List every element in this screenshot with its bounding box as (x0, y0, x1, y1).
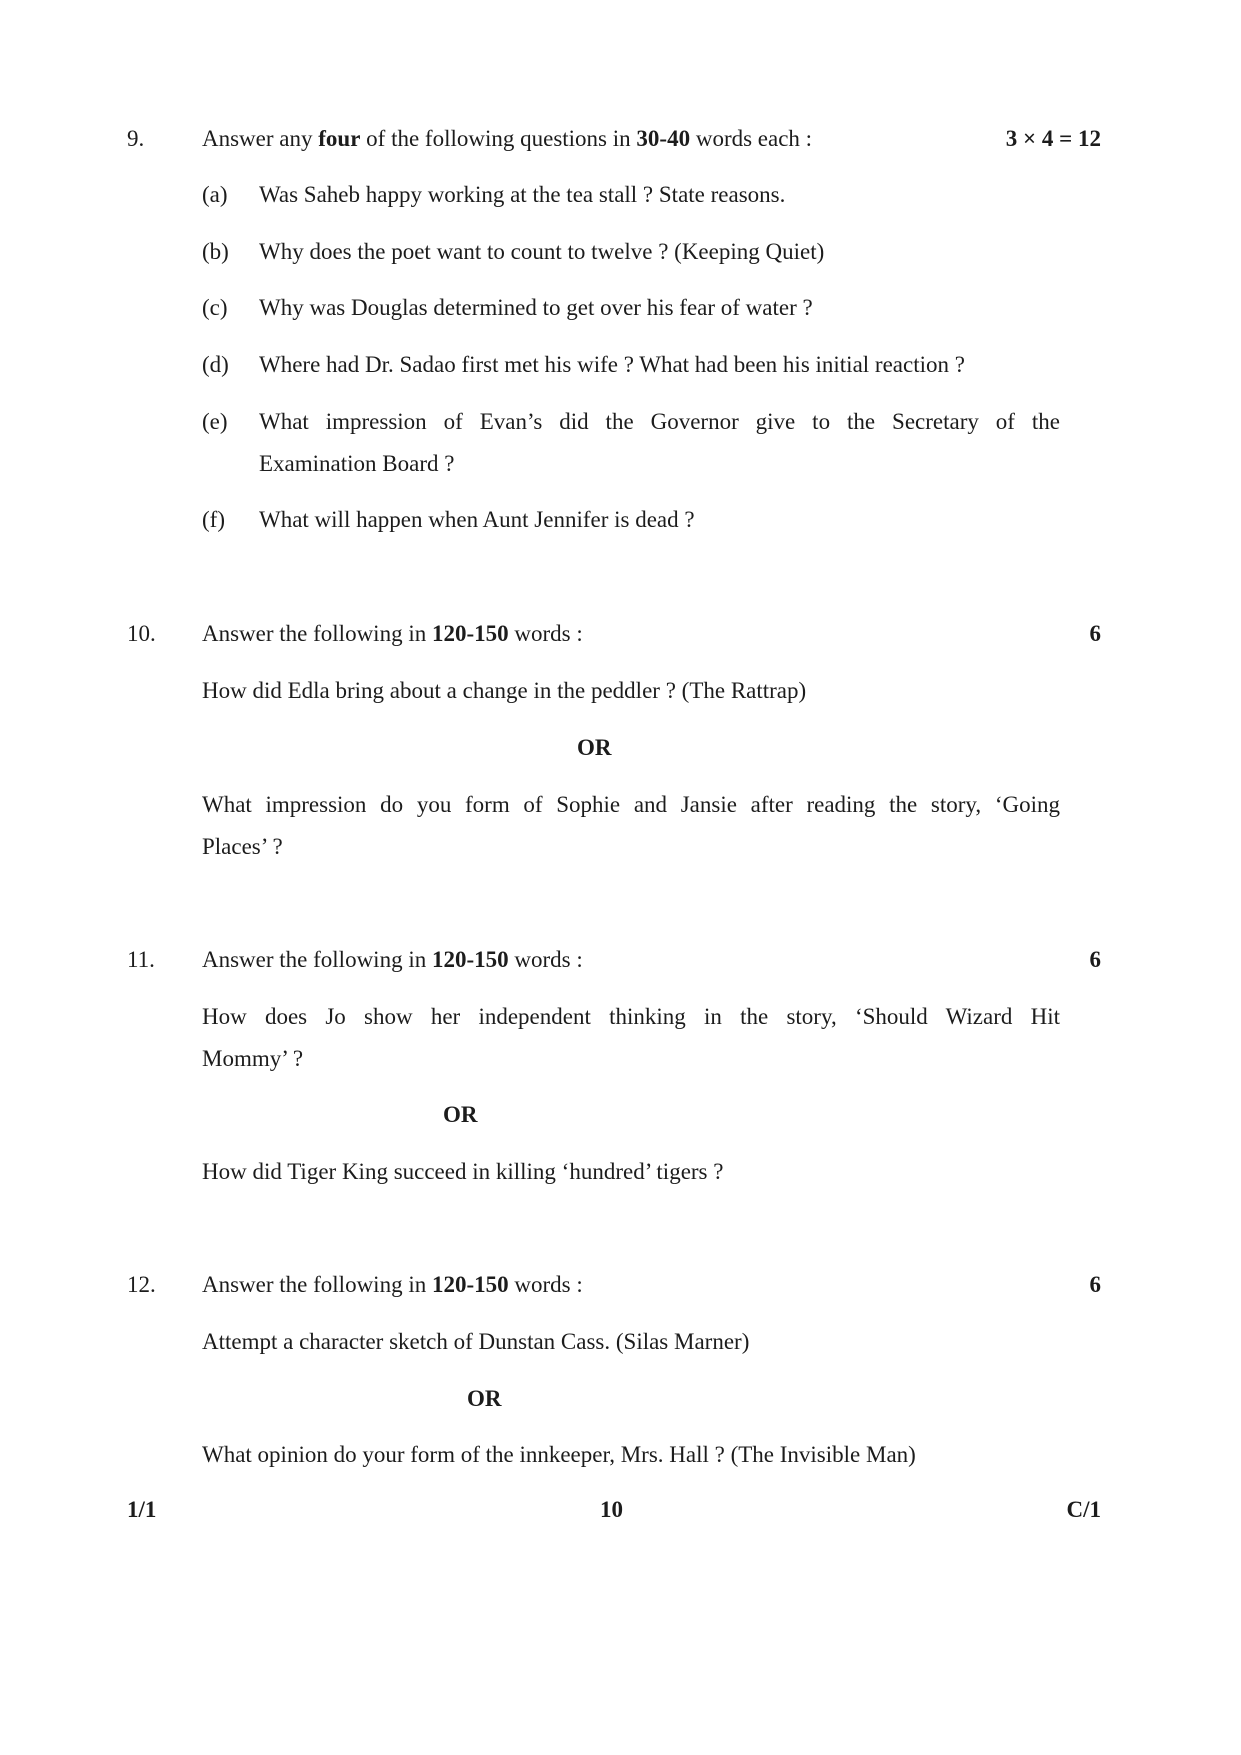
part-text-continued: Examination Board ? (259, 451, 455, 476)
question-marks: 6 (1089, 1272, 1101, 1297)
part-text: What will happen when Aunt Jennifer is dead ? (259, 507, 695, 532)
question-marks: 6 (1089, 621, 1101, 646)
part-label: (a) (202, 182, 228, 207)
option-text: What opinion do your form of the innkeeper, Mrs. Hall ? (The Invisible Man) (202, 1442, 916, 1467)
page-number: 10 (600, 1497, 623, 1522)
or-divider: OR (443, 1102, 478, 1127)
question-marks: 6 (1089, 947, 1101, 972)
or-divider: OR (577, 735, 612, 760)
part-text: What impression of Evan’s did the Governor give to the Secretary of the (259, 409, 1060, 434)
part-text: Why does the poet want to count to twelve ? (Keeping Quiet) (259, 239, 825, 264)
option-text: How did Tiger King succeed in killing ‘hundred’ tigers ? (202, 1159, 724, 1184)
footer-left: 1/1 (127, 1497, 157, 1522)
option-text-continued: Mommy’ ? (202, 1046, 304, 1071)
part-text: Why was Douglas determined to get over his fear of water ? (259, 295, 813, 320)
option-text: How did Edla bring about a change in the peddler ? (The Rattrap) (202, 678, 807, 703)
question-number: 10. (127, 621, 156, 646)
question-instruction: Answer the following in 120-150 words : (202, 1272, 583, 1297)
part-label: (e) (202, 409, 228, 434)
question-instruction: Answer the following in 120-150 words : (202, 947, 583, 972)
part-label: (d) (202, 352, 229, 377)
question-instruction: Answer the following in 120-150 words : (202, 621, 583, 646)
option-text: How does Jo show her independent thinking in the story, ‘Should Wizard Hit (202, 1004, 1060, 1029)
part-text: Where had Dr. Sadao first met his wife ? What had been his initial reaction ? (259, 352, 965, 377)
part-label: (c) (202, 295, 228, 320)
part-label: (b) (202, 239, 229, 264)
option-text: Attempt a character sketch of Dunstan Cass. (Silas Marner) (202, 1329, 750, 1354)
question-instruction: Answer any four of the following questions in 30-40 words each : (202, 126, 813, 151)
question-number: 9. (127, 126, 145, 151)
option-text: What impression do you form of Sophie and Jansie after reading the story, ‘Going (202, 792, 1060, 817)
part-text: Was Saheb happy working at the tea stall ? State reasons. (259, 182, 786, 207)
question-number: 12. (127, 1272, 156, 1297)
or-divider: OR (467, 1386, 502, 1411)
question-marks: 3 × 4 = 12 (1005, 126, 1101, 151)
option-text-continued: Places’ ? (202, 834, 283, 859)
part-label: (f) (202, 507, 225, 532)
question-number: 11. (127, 947, 155, 972)
footer-right: C/1 (1066, 1497, 1101, 1522)
